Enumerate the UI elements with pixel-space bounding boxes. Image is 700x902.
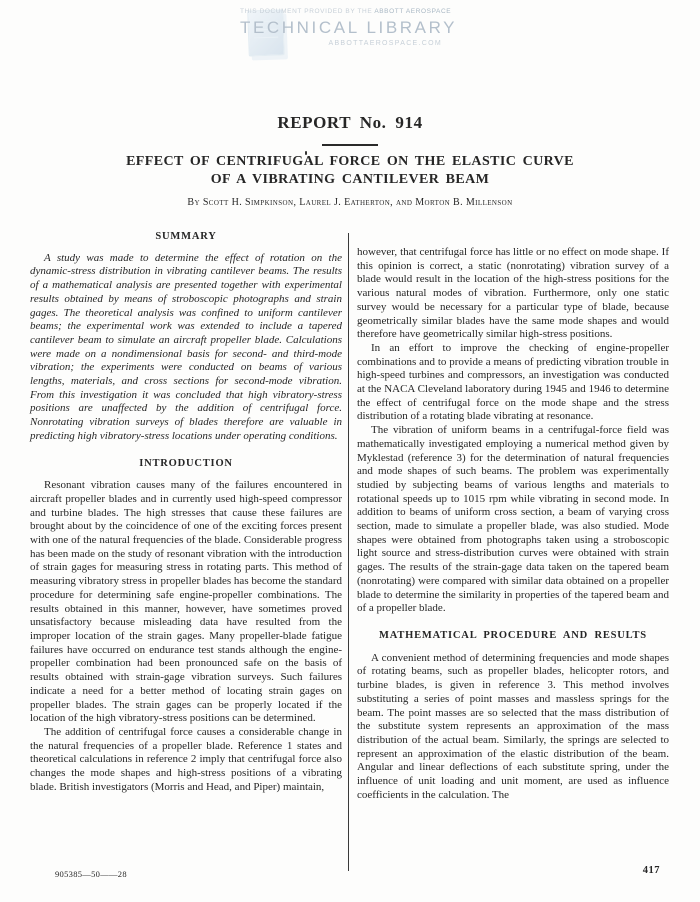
mathematical-procedure-heading: MATHEMATICAL PROCEDURE AND RESULTS (379, 629, 647, 641)
paper-title-line1: EFFECT OF CENTRIFUGAL FORCE ON THE ELASTIC CURVE (126, 154, 574, 169)
right-column (357, 246, 669, 802)
watermark-header (0, 0, 700, 70)
left-column (30, 230, 342, 794)
right-paragraph-4: A convenient method of determining frequencies and mode shapes of rotating beams, such as propeller blades, helicopter rotors, and turbine blades, is given in reference 3. This method involves substituting a series of point masses and massless springs for the beam. The point masses are so selected that the mass distribution of the substitute system represents an approximation of the mass distribution of the actual beam. Similarly, the springs are selected to represent an approximation of the elastic distribution of the beam. Angular and linear deflections of each substitute spring, under the influence of unit loading and unit moment, are used as influence coefficients in the calculation. The (357, 651, 669, 801)
watermark-brand-title: TECHNICAL LIBRARY (240, 18, 458, 37)
watermark-text-block (240, 8, 458, 47)
print-code: 905385—50——28 (55, 869, 127, 879)
watermark-provided-brand: ABBOTT AEROSPACE (374, 8, 452, 15)
title-divider-rule (322, 144, 378, 146)
paper-title (60, 153, 640, 188)
watermark-brand-url: ABBOTTAEROSPACE.COM (328, 40, 442, 47)
watermark-provided-prefix: THIS DOCUMENT PROVIDED BY THE (240, 8, 375, 15)
paper-title-line2: OF A VIBRATING CANTILEVER BEAM (210, 171, 490, 187)
right-paragraph-3: The vibration of uniform beams in a centrifugal-force field was mathematically investigated employing a numerical method given by Myklestad (reference 3) for the determination of natural frequencies and mode shapes of such beams. The problem was experimentally studied by subjecting beams of various lengths and materials to rotational speeds up to 1015 rpm while vibrating in second mode. In addition to beams of uniform cross section, a beam of varying cross section, made to simulate a propeller blade, was also studied. Mode shapes were obtained from photographs taken using a stroboscopic light source and stress-distribution curves were obtained with strain gages. The results of the strain-gage data taken on the tapered beam (nonrotating) were compared with similar data obtained on a propeller blade to determine the similarity in properties of the tapered beam and of a propeller blade. (357, 424, 669, 615)
column-divider-rule (348, 233, 349, 871)
introduction-heading: INTRODUCTION (139, 457, 233, 469)
introduction-paragraph-1: Resonant vibration causes many of the failures encountered in aircraft propeller blades and in currently used high-speed compressor and turbine blades. The high stresses that cause these failures are brought about by the coincidence of one of the exciting forces present with one of the natural frequencies of the blade. Considerable progress has been made on the study of resonant vibration with the introduction of strain gages for measuring stress in rotating parts. This method of measuring vibratory stress in propeller blades has become the standard procedure for determining safe engine-propeller combinations. The results obtained in this manner, however, have sometimes proved unsatisfactory because misleading data have resulted from the improper location of the strain gages. Many propeller-blade fatigue failures have occurred on endurance test stands although the engine-propeller combination had been pronounced safe on the basis of results obtained with strain-gage vibration surveys. Such failures indicate a need for a better method of locating strain gages on propeller blades. The strain gages can be properly located if the location of the high vibratory-stress positions can be determined. (30, 479, 342, 725)
page-number: 417 (642, 865, 660, 876)
watermark-provided-line (240, 8, 450, 15)
report-number: REPORT No. 914 (277, 113, 423, 132)
introduction-paragraph-2: The addition of centrifugal force causes a considerable change in the natural frequencies of a propeller blade. Reference 1 states and theoretical calculations in reference 2 imply that centrifugal force also changes the mode shapes and high-stress positions of a vibrating blade. British investigators (Morris and Head, and Piper) maintain, (30, 725, 342, 793)
summary-heading: SUMMARY (155, 231, 217, 242)
right-paragraph-1: however, that centrifugal force has little or no effect on mode shape. If this opinion is correct, a static (nonrotating) vibration survey of a blade would result in the location of the high-stress positions for the various natural modes of vibration. Furthermore, only one static survey would be necessary for a particular type of blade, because geometrically similar blades have the same mode shapes and would therefore have geometrically similar high-stress positions. (357, 246, 669, 341)
byline: By Scott H. Simpkinson, Laurel J. Eatherton, and Morton B. Millenson (187, 197, 513, 208)
right-paragraph-2: In an effort to improve the checking of engine-propeller combinations and to provide a means of predicting vibration trouble in high-speed turbines and compressors, an investigation was conducted at the NACA Cleveland laboratory during 1945 and 1946 to determine the effect of centrifugal force on the mode shape and the stress distribution of a rotating blade vibrating at resonance. (357, 341, 669, 423)
summary-paragraph: A study was made to determine the effect of rotation on the dynamic-stress distribution in vibrating cantilever beams. The results of a mathematical analysis are presented together with experimental results obtained by means of stroboscopic photographs and strain gages. The theoretical analysis was confined to uniform cantilever beams; the experimental work was extended to include a tapered cantilever beam to simulate an aircraft propeller blade. Calculations were made on a nondimensional basis for second- and third-mode vibration; the experiments were conducted on beams of various lengths, materials, and cross sections for second-mode vibration. From this investigation it was concluded that high vibratory-stress positions are unaffected by the addition of centrifugal force. Nonrotating vibration surveys of blades therefore are valuable in predicting high vibratory-stress locations under operating conditions. (30, 251, 342, 442)
